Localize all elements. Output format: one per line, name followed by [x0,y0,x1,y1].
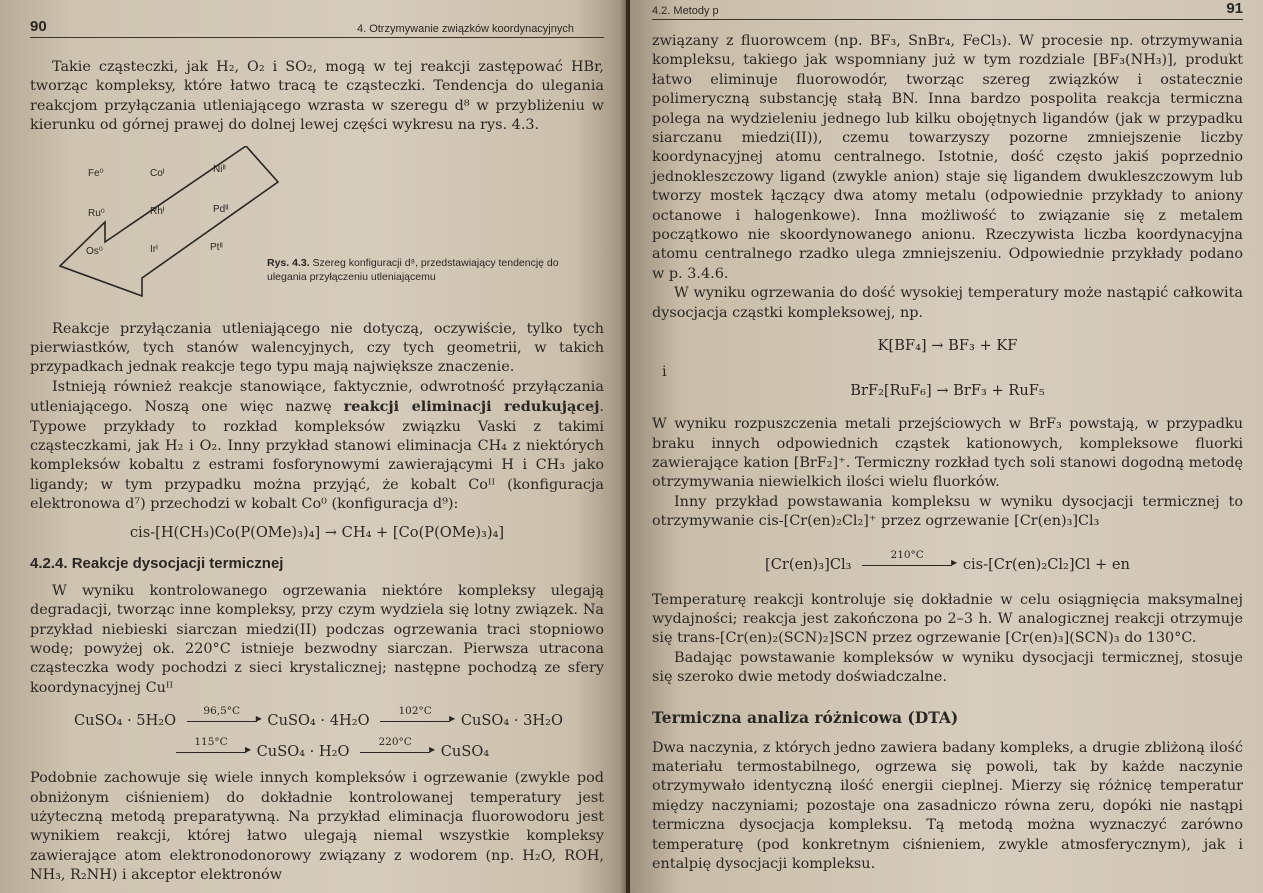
left-para-3-end: . Typowe przykłady to rozkład kompleksów związku Vaski z takimi cząsteczkami, jak H₂ i O₂. Inny przykład stanowi eliminacja CH₄ z niektórych kompleksów kobaltu z estrami fosforynowymi zawierającymi H i CH₃ jako ligandy; w tym przypadku można przyjąć, że kobalt Coᴵᴵ (konfiguracja elektronowa d⁷) przechodzi w kobalt Co⁰ (konfiguracja d⁹): [30,399,604,513]
section-heading-4-2-4: 4.2.4. Reakcje dysocjacji termicznej [30,554,284,572]
right-para-6: Badając powstawanie kompleksów w wyniku dysocjacji termicznej, stosuje się szeroko dwie metody doświadczalne. [652,649,1243,686]
eq-species: [Cr(en)₃]Cl₃ [765,555,852,573]
element-fe: Fe⁰ [88,167,104,179]
equation-cobalt-elimination: cis-[H(CH₃)Co(P(OMe)₃)₄] → CH₄ + [Co(P(OMe)₃)₄] [129,523,505,541]
term-reductive-elimination: reakcji eliminacji redukującej [343,398,600,416]
left-para-2: Reakcje przyłączania utleniającego nie dotyczą, oczywiście, tylko tych pierwiastków, tych stanów walencyjnych, czy tych geometrii, w takich przypadkach jednak reakcje tego typu mają największe znaczenie. [30,320,604,376]
left-page [0,0,626,893]
left-running-head [30,18,604,38]
right-running-head-title: 4.2. Metody p [652,5,719,17]
element-co: Coᴵ [150,167,165,179]
element-pd: Pdᴵᴵ [213,203,229,215]
figure-4-3 [30,146,604,314]
right-para-2: W wyniku ogrzewania do dość wysokiej temperatury może nastąpić całkowita dysocjacja cząstki kompleksowej, np. [652,285,1243,321]
element-ni: Niᴵᴵ [213,163,226,175]
eq-species: CuSO₄ [440,743,490,761]
figure-caption-text: Szereg konfiguracji d⁸, przedstawiający tendencję do ulegania przyłączeniu utleniającemu [267,256,559,283]
conjunction-i: i [662,364,667,381]
d8-series-arrow-diagram [50,146,290,314]
right-page [630,0,1263,893]
subsection-heading-dta: Termiczna analiza różnicowa (DTA) [652,707,959,727]
eq-species: cis-[Cr(en)₂Cl₂]Cl + en [962,555,1130,573]
equation-brf2-ruf6: BrF₂[RuF₆] → BrF₃ + RuF₅ [850,382,1045,400]
equation-copper-sulfate-1 [74,705,604,730]
element-os: Os⁰ [86,245,103,257]
element-pt: Ptᴵᴵ [210,241,223,253]
right-running-head [652,0,1243,20]
left-page-number: 90 [30,18,47,35]
element-ir: Irᴵ [150,243,158,255]
right-para-5: Temperaturę reakcji kontroluje się dokładnie w celu osiągnięcia maksymalnej wydajności; reakcja jest zakończona po 2–3 h. W analogicznej reakcji otrzymuje się trans-[Cr(en)₂(SCN)₂]SCN przez ogrzewanie [Cr(en)₃](SCN)₃ do 130°C. [652,591,1243,647]
equation-chromium-en [652,548,1243,573]
equation-copper-sulfate-2 [170,736,604,761]
figure-caption [267,256,597,284]
right-para-3: W wyniku rozpuszczenia metali przejściowych w BrF₃ powstają, w przypadku braku innych odpowiednich cząstek kationowych, kompleksowe fluorki zawierające kation [BrF₂]⁺. Termiczny rozkład tych soli stanowi dogodną metodę otrzymywania niewielkich ilości wielu fluorków. [652,416,1243,491]
left-para-3-start: Istnieją również reakcje stanowiące, faktycznie, odwrotność przyłączania utleniającego. Noszą one więc nazwę [30,378,604,416]
reaction-arrow [360,736,430,753]
arrow-condition: 115°C [194,736,228,749]
left-running-head-title: 4. Otrzymywanie związków koordynacyjnych [356,23,574,35]
eq-species: CuSO₄ · 4H₂O [267,712,370,730]
arrow-condition: 96,5°C [203,705,241,718]
arrow-condition: 220°C [378,736,412,749]
eq-species: CuSO₄ · 5H₂O [74,712,177,730]
arrow-condition: 102°C [398,705,432,718]
eq-species: CuSO₄ · 3H₂O [460,712,563,730]
right-para-4: Inny przykład powstawania kompleksu w wyniku dysocjacji termicznej to otrzymywanie cis-[Cr(en)₂Cl₂]⁺ przez ogrzewanie [Cr(en)₃]Cl₃ [652,493,1243,530]
arrow-condition: 210°C [890,548,924,561]
reaction-arrow [176,736,246,753]
right-para-1: związany z fluorowcem (np. BF₃, SnBr₄, FeCl₃). W procesie np. otrzymywania kompleksu, takiego jak wspomniany już w tym rozdziale [BF₃(NH₃)], produkt łatwo eliminuje fluorowodór, tworząc szereg związków i ostatecznie polimeryczną substancję stałą BN. Inna bardzo pospolita reakcja termiczna polega na wydzieleniu jednego lub kilku obojętnych ligandów (jak w przypadku siarczanu miedzi(II)), czemu towarzyszy pozorne zmniejszenie liczby koordynacyjnej atomu centralnego. Istotnie, dość często jakiś poprzednio jednokleszczowy ligand (zwykle anion) staje się ligandem dwukleszczowym lub tworzy mostek łączący dwa atomy metalu (odpowiednie przykłady to aniony octanowe i halogenkowe). Inna możliwość to związanie się z metalem początkowo nie skoordynowanego anionu. Rzeczywista liczba koordynacyjna atomu centralnego rzadko ulega zmniejszeniu. Odpowiednie przykłady podano w p. 3.4.6. [652,33,1243,282]
left-para-1: Takie cząsteczki, jak H₂, O₂ i SO₂, mogą w tej reakcji zastępować HBr, tworząc kompleksy, które łatwo tracą te cząsteczki. Tendencja do ulegania reakcjom przyłączania utleniającego wzrasta w szeregu d⁸ w przybliżeniu w kierunku od górnej prawej do dolnej lewej części wykresu na rys. 4.3. [30,59,604,134]
reaction-arrow [380,705,450,722]
element-rh: Rhᴵ [150,205,165,217]
right-para-7: Dwa naczynia, z których jedno zawiera badany kompleks, a drugie zbliżoną ilość materiału termostabilnego, ogrzewa się powoli, tak by każde naczynie otrzymywało identyczną ilość energii cieplnej. Mierzy się różnicę temperatur między naczyniami; pozostaje ona zasadniczo równa zeru, dopóki nie nastąpi termiczna dysocjacja kompleksu. Tą metodą można wyznaczyć zarówno temperaturę (pod konkretnym ciśnieniem, zwykle atmosferycznym), jak i entalpię dysocjacji kompleksu. [652,739,1243,872]
left-para-5: Podobnie zachowuje się wiele innych kompleksów i ogrzewanie (zwykle pod obniżonym ciśnieniem) do dokładnie kontrolowanej temperatury jest użyteczną metodą preparatywną. Na przykład eliminacja fluorowodoru jest wynikiem reakcji, której łatwo ulegają niemal wszystkie kompleksy zawierające atom elektronodonorowy związany z wodorem (np. H₂O, ROH, NH₃, R₂NH) i akceptor elektronów [30,770,604,884]
left-para-4: W wyniku kontrolowanego ogrzewania niektóre kompleksy ulegają degradacji, tworząc inne kompleksy, przy czym wydziela się lotny związek. Na przykład niebieski siarczan miedzi(II) podczas ogrzewania traci stopniowo wodę; powyżej ok. 220°C istnieje bezwodny siarczan. Pierwsza utracona cząsteczka wody pochodzi z sieci krystalicznej; następne pochodzą ze sfery koordynacyjnej Cuᴵᴵ [30,582,604,696]
eq-species: CuSO₄ · H₂O [256,743,350,761]
element-ru: Ru⁰ [88,207,105,219]
right-page-number: 91 [1226,0,1243,17]
figure-caption-label: Rys. 4.3. [267,256,310,269]
reaction-arrow [187,705,257,722]
reaction-arrow [862,548,952,566]
equation-kbf4: K[BF₄] → BF₃ + KF [877,337,1018,355]
left-para-3 [30,378,604,515]
